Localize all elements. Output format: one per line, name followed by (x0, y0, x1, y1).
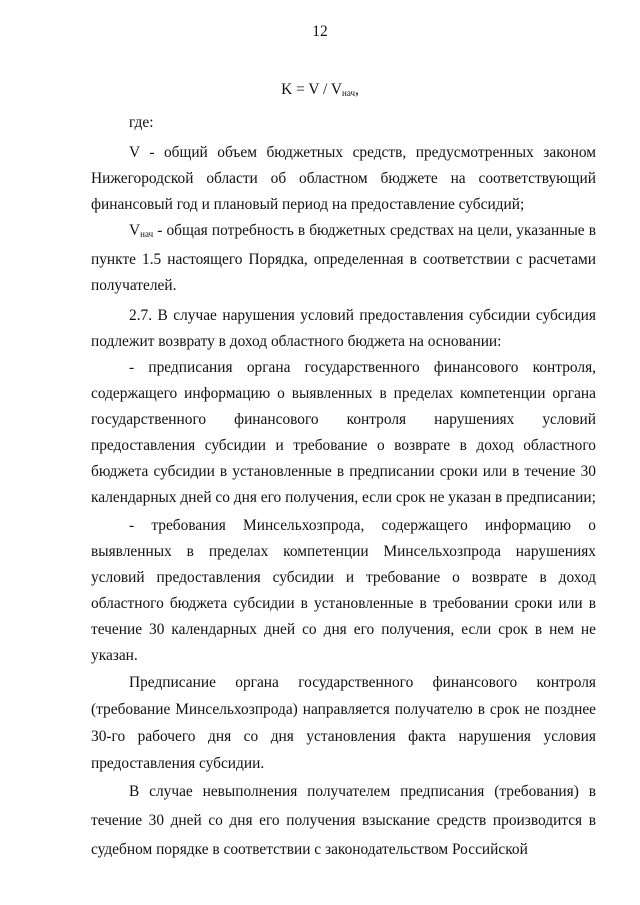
formula-main: K = V / V (281, 81, 342, 98)
formula-subscript: нач (342, 88, 355, 98)
vnach-subscript: нач (140, 229, 154, 239)
paragraph-vnach-definition (91, 218, 596, 299)
vnach-symbol: V (129, 222, 141, 239)
paragraph-gde: где: (129, 114, 154, 131)
list-item-prescription: - предписания органа государственного финансового контроля, содержащего информацию о выявленных в пределах компетенции органа государственного финансового контроля нарушениях условий предоставления субсидии и требование о возврате в доход областного бюджета субсидии в установленные в предписании сроки или в течение 30 календарных дней со дня его получения, если срок не указан в предписании; (91, 359, 596, 506)
paragraph-2-7: 2.7. В случае нарушения условий предоставления субсидии субсидия подлежит возврату в доход областного бюджета на основании: (91, 307, 596, 350)
document-body (91, 110, 596, 864)
paragraph-failure-to-comply: В случае невыполнения получателем предписания (требования) в течение 30 дней со дня его получения взыскание средств производится в судебном порядке в соответствии с законодательством Российской (91, 783, 596, 858)
vnach-definition-text: - общая потребность в бюджетных средствах на цели, указанные в пункте 1.5 настоящего Порядка, определенная в соответствии с расчетами получателей. (91, 222, 596, 294)
formula (0, 81, 640, 102)
list-item-requirement: - требования Минсельхозпрода, содержащего информацию о выявленных в пределах компетенции Минсельхозпрода нарушениях условий предоставления субсидии и требование о возврате в доход областного бюджета субсидии в установленные в требовании сроки или в течение 30 календарных дней со дня его получения, если срок в нем не указан. (91, 517, 596, 664)
page-number: 12 (312, 23, 328, 40)
paragraph-v-definition: V - общий объем бюджетных средств, предусмотренных законом Нижегородской области об областном бюджете на соответствующий финансовый год и плановый период на предоставление субсидий; (91, 144, 596, 213)
formula-suffix: , (354, 81, 359, 98)
paragraph-prescription-sent: Предписание органа государственного финансового контроля (требование Минсельхозпрода) направляется получателю в срок не позднее 30-го рабочего дня со дня установления факта нарушения условия предоставления субсидии. (91, 674, 596, 772)
